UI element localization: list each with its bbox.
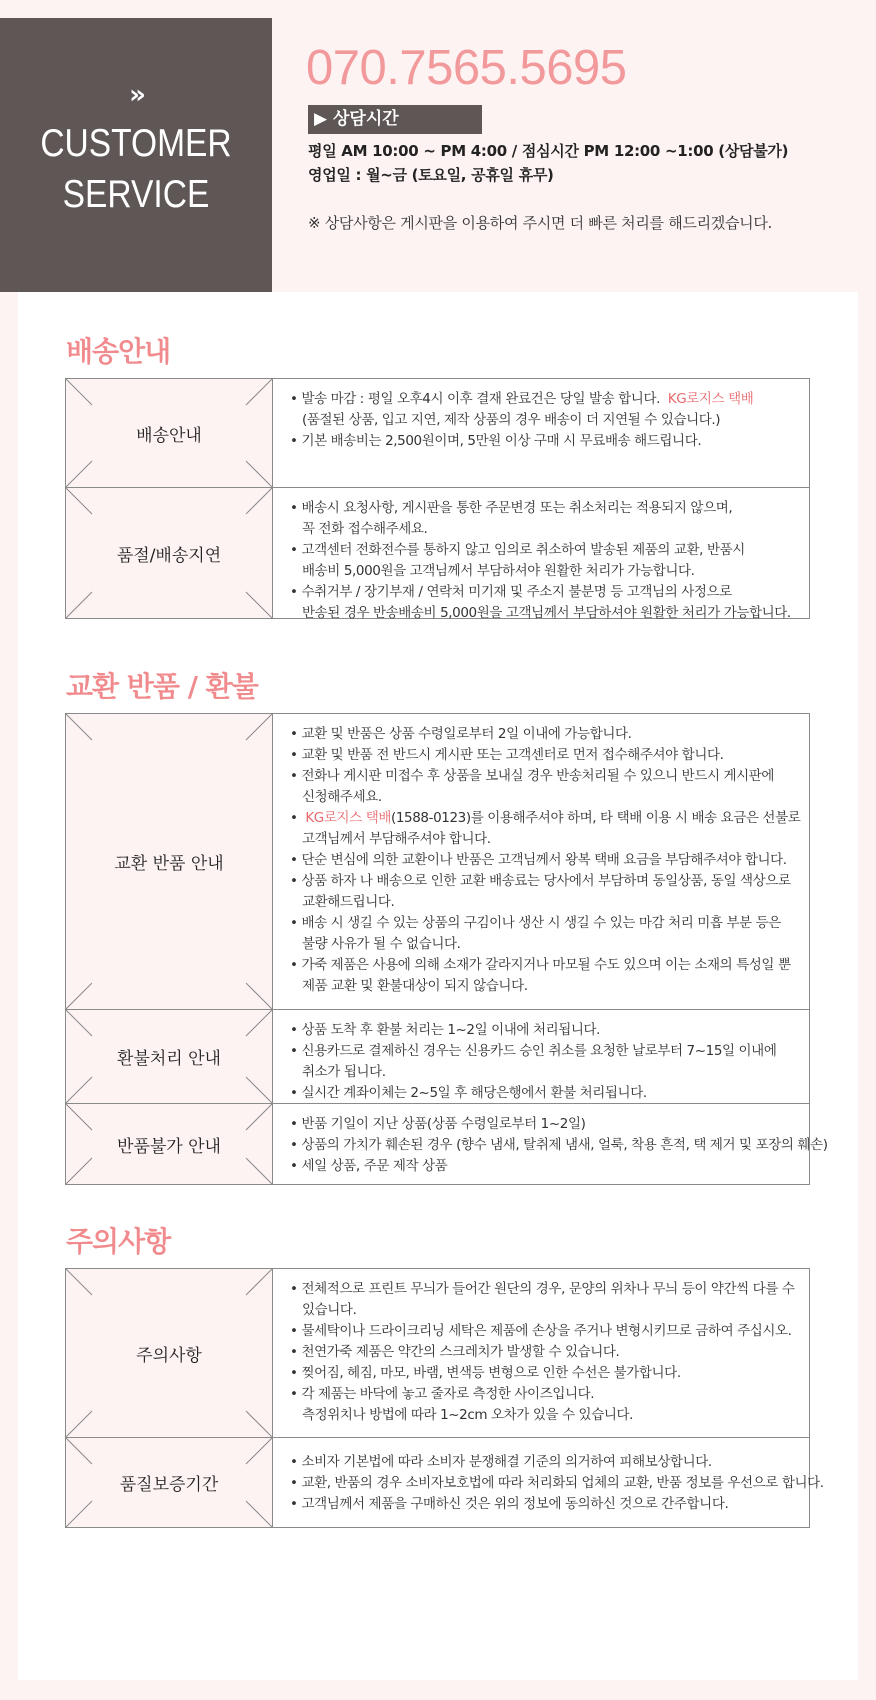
- row-content: • 전체적으로 프린트 무늬가 들어간 원단의 경우, 문양의 위차나 무늬 등이 약간씩 다를 수 있습니다. • 물세탁이나 드라이크리닝 세탁은 제품에 손상을 주거나 변형시키므로 금하여 주십시오. • 천연가죽 제품은 약간의 스크레치가 발생할 수 있습니다. • 찢어짐, 헤짐, 마모, 바램, 변색등 변형으로 인한 수선은 불가합니다. • 각 제품는 바닥에 놓고 줄자로 측정한 사이즈입니다. 측정위치나 방법에 따라 1~2cm 오차가 있을 수 있습니다.: [290, 1281, 795, 1423]
- row-content: • 소비자 기본법에 따라 소비자 분쟁해결 기준의 의거하여 피해보상합니다. • 교환, 반품의 경우 소비자보호법에 따라 처리화되 업체의 교환, 반품 정보를 우선으로 합니다. • 고객님께서 제품을 구매하신 것은 위의 정보에 동의하신 것으로 간주합니다.: [290, 1454, 824, 1512]
- business-days: 영업일 : 월~금 (토요일, 공휴일 휴무): [308, 166, 554, 184]
- table-row: [66, 379, 809, 487]
- section-title-exchange-refund: 교환 반품 / 환불: [66, 670, 258, 703]
- section-title-cautions: 주의사항: [66, 1225, 171, 1258]
- policy-content: [18, 292, 858, 1680]
- customer-service-title: [19, 118, 253, 220]
- table-row: [66, 1437, 824, 1527]
- cautions-table: [65, 1268, 824, 1528]
- double-chevron-icon: »: [129, 80, 143, 110]
- courier-link[interactable]: KG로지스 택배: [305, 810, 391, 826]
- title-line-1: CUSTOMER: [40, 122, 232, 165]
- table-row: [66, 1103, 828, 1184]
- row-label: 품절/배송지연: [66, 488, 273, 618]
- row-content: • 배송시 요청사항, 게시판을 통한 주문변경 또는 취소처리는 적용되지 않으며, 꼭 전화 접수해주세요. • 고객센터 전화전수를 통하지 않고 임의로 취소하여 발송된 제품의 교환, 반품시 배송비 5,000원을 고객님께서 부담하셔야 원활한 처리가 가능합니다. • 수취거부 / 장기부재 / 연락처 미기재 및 주소지 불분명 등 고객님의 사정으로 반송된 경우 반송배송비 5,000원을 고객님께서 부담하셔야 원활한 처리가 가능합니다.: [290, 500, 791, 621]
- table-row: [66, 1269, 809, 1437]
- title-line-2: SERVICE: [62, 173, 210, 216]
- shipping-table: [65, 378, 810, 619]
- row-content: • 상품 도착 후 환불 처리는 1~2일 이내에 처리됩니다. • 신용카드로 결제하신 경우는 신용카드 승인 취소를 요청한 날로부터 7~15일 이내에 취소가 됩니다. • 실시간 계좌이체는 2~5일 후 해당은행에서 환불 처리됩니다.: [290, 1022, 777, 1101]
- row-label: 교환 반품 안내: [66, 714, 273, 1009]
- customer-service-box: [0, 18, 272, 292]
- table-row: [66, 714, 809, 1009]
- row-label: 주의사항: [66, 1269, 273, 1437]
- courier-link[interactable]: KG로지스 택배: [667, 391, 754, 407]
- row-label: 배송안내: [66, 379, 273, 487]
- consultation-hours-label: ▶ 상담시간: [308, 105, 482, 134]
- row-content: • 교환 및 반품은 상품 수령일로부터 2일 이내에 가능합니다. • 교환 및 반품 전 반드시 게시판 또는 고객센터로 먼저 접수해주셔야 합니다. • 전화나 게시판 미접수 후 상품을 보내실 경우 반송처리될 수 있으니 반드시 게시판에 신청해주세요. • KG로지스 택배(1588-0123)를 이용해주셔야 하며, 타 택배 이용 시 배송 요금은 선불로 고객님께서 부담해주셔야 합니다. • 단순 변심에 의한 교환이나 반품은 고객님께서 왕복 택배 요금을 부담해주셔야 합니다. • 상품 하자 나 배송으로 인한 교환 배송료는 당사에서 부담하며 동일상품, 동일 색상으로 교환해드립니다. • 배송 시 생길 수 있는 상품의 구김이나 생산 시 생길 수 있는 마감 처리 미흡 부분 등은 불량 사유가 될 수 없습니다. • 가죽 제품은 사용에 의해 소재가 갈라지거나 마모될 수도 있으며 이는 소재의 특성일 뿐 제품 교환 및 환불대상이 되지 않습니다.: [290, 726, 801, 994]
- customer-service-header: [0, 18, 876, 292]
- row-label: 환불처리 안내: [66, 1010, 273, 1103]
- row-label: 반품불가 안내: [66, 1104, 273, 1184]
- row-content: • 반품 기일이 지난 상품(상품 수령일로부터 1~2일) • 상품의 가치가 훼손된 경우 (향수 냄새, 탈취제 냄새, 얼룩, 착용 흔적, 택 제거 및 포장의 훼손) • 세일 상품, 주문 제작 상품: [290, 1116, 828, 1174]
- weekday-hours: 평일 AM 10:00 ~ PM 4:00 / 점심시간 PM 12:00 ~1:00 (상담불가): [308, 142, 789, 160]
- exchange-refund-table: [65, 713, 828, 1185]
- table-row: [66, 1009, 809, 1103]
- board-notice: ※ 상담사항은 게시판을 이용하여 주시면 더 빠른 처리를 해드리겠습니다.: [308, 214, 772, 232]
- table-row: [66, 487, 809, 621]
- row-content: • 발송 마감 : 평일 오후4시 이후 결재 완료건은 당일 발송 합니다. KG로지스 택배 (품절된 상품, 입고 지연, 제작 상품의 경우 배송이 더 지연될 수 있습니다.) • 기본 배송비는 2,500원이며, 5만원 이상 구매 시 무료배송 해드립니다.: [290, 391, 754, 449]
- phone-number[interactable]: 070.7565.5695: [306, 41, 627, 95]
- row-label: 품질보증기간: [66, 1438, 273, 1527]
- section-title-shipping: 배송안내: [66, 335, 171, 368]
